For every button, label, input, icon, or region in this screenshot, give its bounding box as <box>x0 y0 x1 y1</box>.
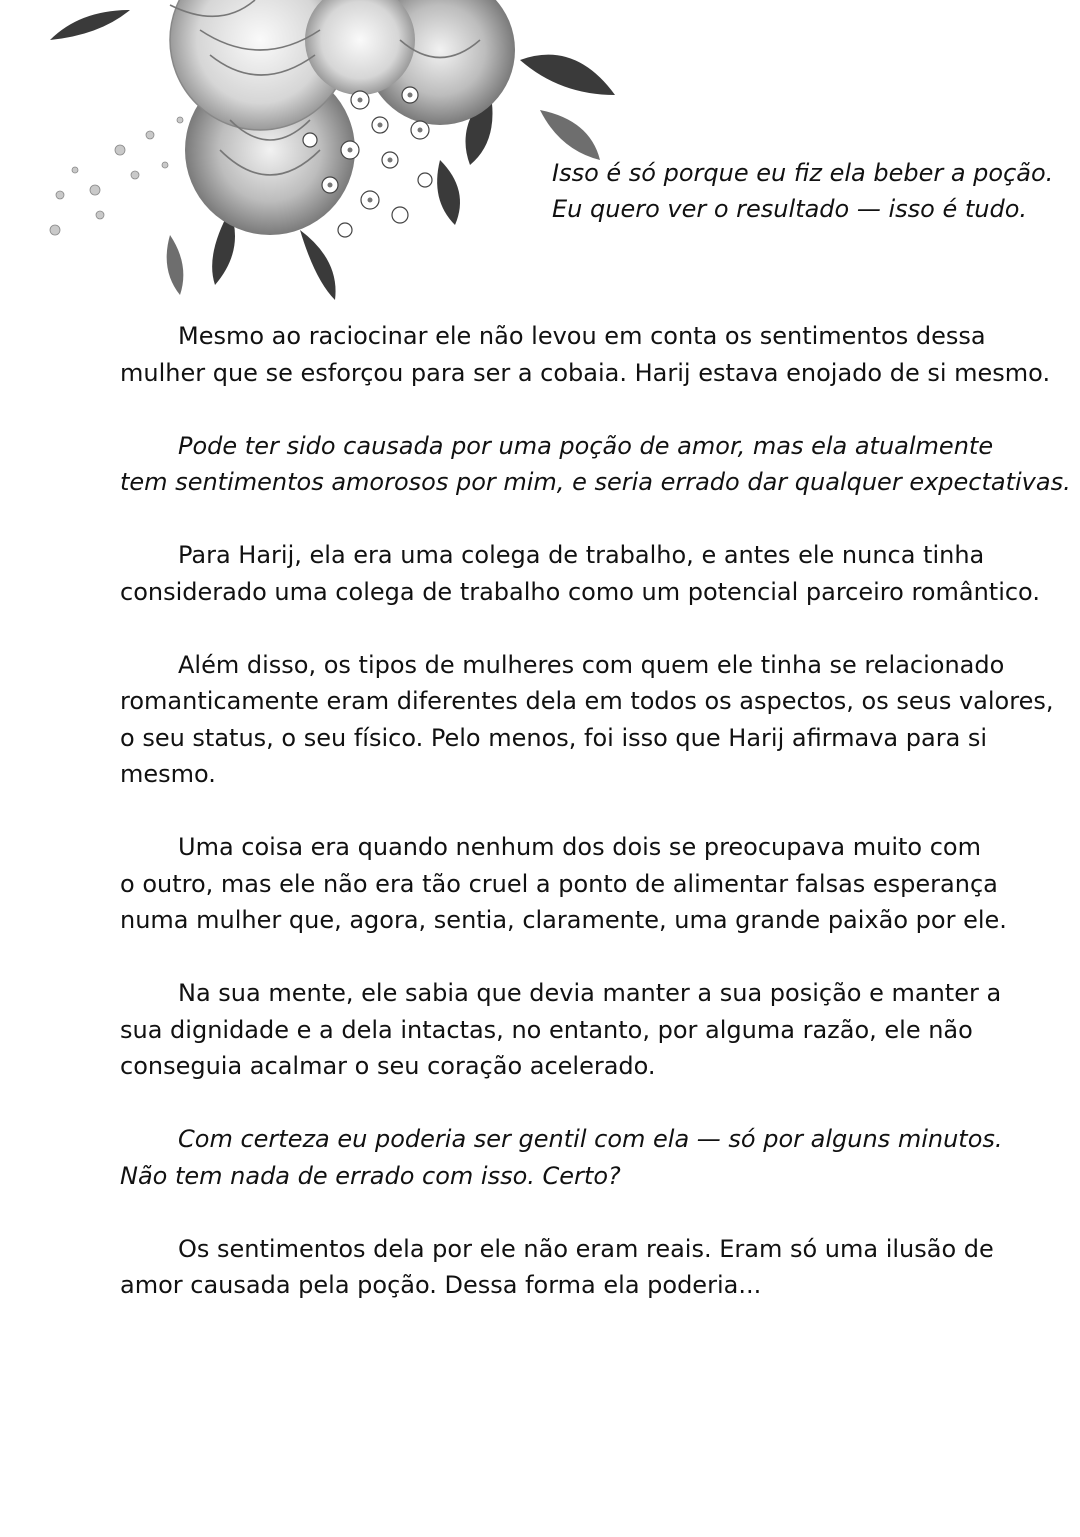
text-line: conseguia acalmar o seu coração acelerado. <box>120 1052 656 1080</box>
text-line: Não tem nada de errado com isso. Certo? <box>120 1161 621 1190</box>
text-line: considerado uma colega de trabalho como um potencial parceiro romântico. <box>120 577 1040 606</box>
floral-illustration <box>0 0 640 310</box>
text-line: mesmo. <box>120 760 216 788</box>
top-thought <box>552 155 1052 227</box>
paragraph <box>120 829 1007 939</box>
text-line: Uma coisa era quando nenhum dos dois se preocupava muito com <box>178 833 981 861</box>
text-line: Além disso, os tipos de mulheres com quem ele tinha se relacionado <box>178 650 1005 679</box>
text-line: Os sentimentos dela por ele não eram reais. Eram só uma ilusão de <box>178 1234 994 1263</box>
text-line: numa mulher que, agora, sentia, claramente, uma grande paixão por ele. <box>120 906 1007 934</box>
text-line: Na sua mente, ele sabia que devia manter a sua posição e manter a <box>178 979 1002 1007</box>
text-line: Mesmo ao raciocinar ele não levou em conta os sentimentos dessa <box>178 322 986 350</box>
paragraph <box>120 318 1051 391</box>
text-line: Para Harij, ela era uma colega de trabalho, e antes ele nunca tinha <box>178 541 985 569</box>
thought-line: Eu quero ver o resultado — isso é tudo. <box>552 195 1028 223</box>
text-line: romanticamente eram diferentes dela em todos os aspectos, os seus valores, <box>120 687 1054 715</box>
paragraph <box>120 975 1002 1085</box>
text-line: mulher que se esforçou para ser a cobaia. Harij estava enojado de si mesmo. <box>120 358 1051 387</box>
text-line: o seu status, o seu físico. Pelo menos, foi isso que Harij afirmava para si <box>120 723 988 752</box>
body-text <box>120 318 1071 1340</box>
paragraph <box>120 647 1054 793</box>
text-line: Com certeza eu poderia ser gentil com ela — só por alguns minutos. <box>178 1125 1003 1153</box>
paragraph <box>120 537 1040 610</box>
thought-line: Isso é só porque eu fiz ela beber a poção. <box>552 159 1054 187</box>
text-line: sua dignidade e a dela intactas, no entanto, por alguma razão, ele não <box>120 1015 973 1044</box>
text-line: amor causada pela poção. Dessa forma ela poderia... <box>120 1271 762 1299</box>
text-line: Pode ter sido causada por uma poção de amor, mas ela atualmente <box>178 431 994 460</box>
paragraph-thought <box>120 428 1071 501</box>
text-line: tem sentimentos amorosos por mim, e seria errado dar qualquer expectativas. <box>120 468 1071 496</box>
paragraph-thought <box>120 1121 1003 1194</box>
text-line: o outro, mas ele não era tão cruel a ponto de alimentar falsas esperança <box>120 869 998 898</box>
paragraph <box>120 1231 994 1304</box>
